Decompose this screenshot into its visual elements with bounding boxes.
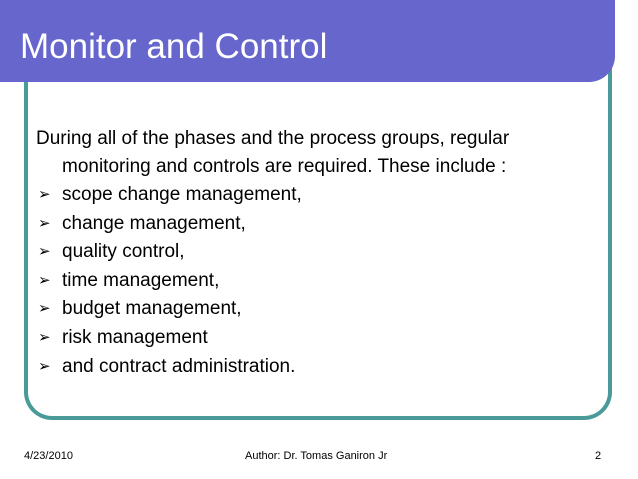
arrow-bullet-icon: ➢ xyxy=(38,186,51,203)
arrow-bullet-icon: ➢ xyxy=(38,214,51,232)
arrow-bullet-icon: ➢ xyxy=(38,300,51,318)
bullet-item-change-management xyxy=(36,210,596,239)
bullet-text: quality control, xyxy=(62,241,185,263)
bullet-text: and contract administration. xyxy=(62,355,296,377)
title-band xyxy=(0,0,615,82)
footer-author: Author: Dr. Tomas Ganiron Jr xyxy=(245,450,388,462)
bullet-item-risk-management xyxy=(36,324,596,353)
bullet-text: risk management xyxy=(62,326,208,348)
bullet-item-quality-control xyxy=(36,238,596,267)
footer-page-number: 2 xyxy=(595,450,602,462)
bullet-item-time-management xyxy=(36,267,596,296)
slide-title: Monitor and Control xyxy=(20,27,328,66)
intro-paragraph: During all of the phases and the process groups, regular monitoring and controls are required. These include : xyxy=(36,128,510,177)
bullet-text: time management, xyxy=(62,269,220,291)
bullet-text: budget management, xyxy=(62,298,242,320)
bullet-list xyxy=(36,181,596,381)
bullet-item-scope-change xyxy=(36,181,596,210)
arrow-bullet-icon: ➢ xyxy=(38,328,51,346)
bullet-item-budget-management xyxy=(36,295,596,324)
footer-date: 4/23/2010 xyxy=(24,450,73,462)
bullet-text: change management, xyxy=(62,212,246,234)
arrow-bullet-icon: ➢ xyxy=(38,271,51,289)
bullet-item-contract-administration xyxy=(36,353,596,382)
arrow-bullet-icon: ➢ xyxy=(38,243,51,261)
slide-body xyxy=(36,125,596,381)
bullet-text: scope change management, xyxy=(62,184,302,205)
arrow-bullet-icon: ➢ xyxy=(38,357,51,375)
